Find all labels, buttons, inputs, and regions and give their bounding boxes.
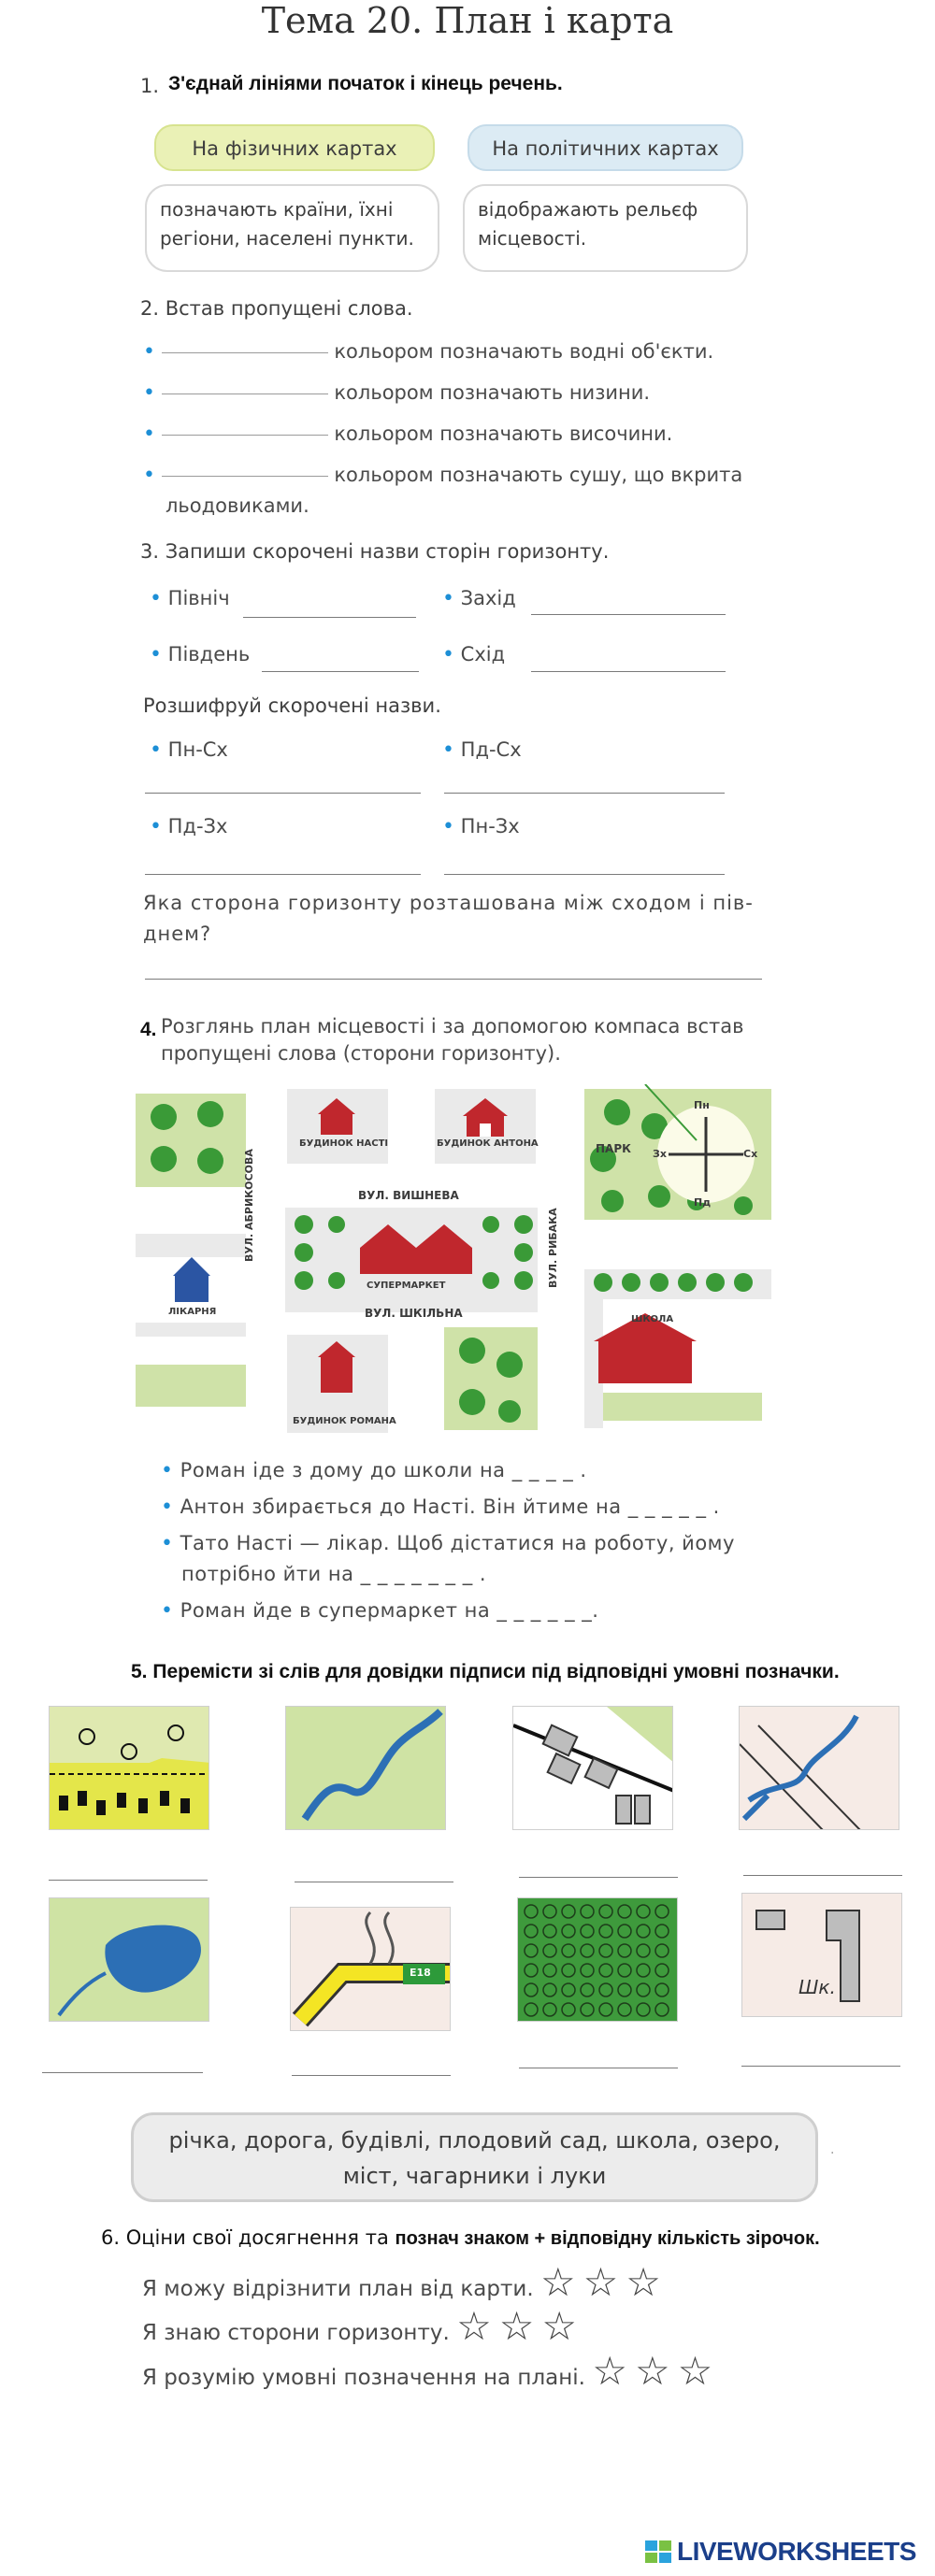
label-house-roman: БУДИНОК РОМАНА: [293, 1416, 396, 1426]
label-house-nastia: БУДИНОК НАСТІ: [299, 1138, 389, 1149]
orchard-tree-mark: [562, 1944, 575, 1957]
task4-item[interactable]: • Роман йде в супермаркет на _ _ _ _ _ _.: [161, 1599, 599, 1623]
task2-item: • кольором позначають височини.: [143, 422, 673, 446]
task2-item-cont: льодовиками.: [165, 494, 309, 517]
answer-line-south[interactable]: [262, 671, 419, 672]
orchard-icon: [518, 1898, 678, 2022]
label-park: ПАРК: [596, 1142, 631, 1155]
orchard-tree-mark: [581, 2003, 594, 2016]
orchard-tree-mark: [581, 1983, 594, 1996]
task4-number: 4.: [140, 1019, 157, 1040]
word-bank-line1: річка, дорога, будівлі, плодовий сад, школа, озеро,: [168, 2127, 781, 2154]
orchard-tree-mark: [618, 1905, 631, 1918]
answer-line-sw[interactable]: [145, 874, 421, 875]
label-supermarket: СУПЕРМАРКЕТ: [367, 1281, 446, 1291]
rating-stars-2[interactable]: ☆☆☆: [456, 2303, 585, 2349]
task3-title: 3. Запиши скорочені назви сторін горизонту.: [140, 540, 610, 563]
orchard-tree-mark: [562, 2003, 575, 2016]
label-street-rybaka: ВУЛ. РИБАКА: [547, 1208, 559, 1288]
abbr-nw: • Пн-Зх: [442, 815, 520, 838]
orchard-tree-mark: [637, 2003, 650, 2016]
label-house-anton: БУДИНОК АНТОНА: [437, 1138, 539, 1149]
task2-item: • кольором позначають водні об'єкти.: [143, 340, 714, 364]
school-building-icon: [742, 1894, 902, 2017]
school-abbr-label: Шк.: [798, 1976, 836, 1998]
compass-south: Пд: [694, 1196, 712, 1209]
dir-east: • Схід: [442, 643, 506, 666]
orchard-tree-mark: [581, 1944, 594, 1957]
orchard-tree-mark: [543, 1925, 556, 1938]
orchard-tree-mark: [581, 1905, 594, 1918]
answer-line-question[interactable]: [145, 979, 762, 980]
task2-list: [143, 336, 798, 522]
orchard-tree-mark: [543, 1944, 556, 1957]
task6-heading: [101, 2226, 820, 2250]
river-icon: [286, 1707, 446, 1830]
task3-question: Яка сторона горизонту розташована між сходом і пів- днем?: [143, 892, 754, 945]
abbr-se: • Пд-Сх: [442, 738, 522, 762]
compass-east: Сх: [743, 1148, 758, 1160]
orchard-tree-mark: [618, 2003, 631, 2016]
word-bank-dot: .: [830, 2142, 835, 2157]
label-street-abrykosova: ВУЛ. АБРИКОСОВА: [243, 1149, 255, 1262]
symbol-card-meadow[interactable]: [49, 1706, 209, 1830]
answer-line-ne[interactable]: [145, 793, 421, 794]
task4-item[interactable]: • Антон збирається до Насті. Він йтиме на _ _ _ _ _ .: [161, 1496, 720, 1519]
orchard-tree-mark: [562, 1964, 575, 1977]
orchard-tree-mark: [637, 1925, 650, 1938]
orchard-tree-mark: [525, 2003, 538, 2016]
orchard-tree-mark: [525, 1905, 538, 1918]
logo-text: LIVEWORKSHEETS: [677, 2537, 916, 2566]
orchard-tree-mark: [562, 1925, 575, 1938]
orchard-tree-mark: [599, 2003, 612, 2016]
rating-stars-3[interactable]: ☆☆☆: [592, 2348, 721, 2394]
label-street-vyshneva: ВУЛ. ВИШНЕВА: [358, 1189, 459, 1202]
task1-text: З'єднай лініями початок і кінець речень.: [168, 73, 563, 94]
answer-line-5-4[interactable]: [743, 1875, 902, 1876]
orchard-tree-mark: [581, 1964, 594, 1977]
label-school: ШКОЛА: [631, 1314, 674, 1324]
orchard-tree-mark: [655, 1925, 669, 1938]
task4-text: Розглянь план місцевості і за допомогою компаса встав пропущені слова (сторони горизонту).: [161, 1015, 744, 1065]
task6-text-a: Оціни свої досягнення та: [125, 2226, 389, 2249]
orchard-tree-mark: [525, 1944, 538, 1957]
answer-line-north[interactable]: [243, 617, 416, 618]
right-sentence-box[interactable]: відображають рельєф місцевості.: [463, 184, 748, 272]
answer-line-5-8[interactable]: [741, 2066, 900, 2067]
orchard-tree-mark: [599, 1925, 612, 1938]
abbr-ne: • Пн-Сх: [150, 738, 228, 762]
dir-north: • Північ: [150, 587, 230, 610]
orchard-tree-mark: [655, 2003, 669, 2016]
buildings-icon: [513, 1707, 673, 1830]
self-eval-row-1: [142, 2259, 669, 2305]
dir-south: • Південь: [150, 643, 251, 666]
symbol-card-orchard[interactable]: [517, 1897, 678, 2022]
orchard-tree-mark: [599, 1983, 612, 1996]
logo-mark-icon: [645, 2540, 675, 2565]
orchard-tree-mark: [543, 1905, 556, 1918]
liveworksheets-logo: [645, 2535, 930, 2569]
meadow-shrubs-icon: [50, 1707, 209, 1830]
symbol-card-river[interactable]: [285, 1706, 446, 1830]
answer-line-5-1[interactable]: [49, 1880, 208, 1881]
orchard-tree-mark: [562, 1905, 575, 1918]
compass-north: Пн: [694, 1099, 710, 1111]
orchard-tree-mark: [637, 1983, 650, 1996]
orchard-tree-mark: [581, 1925, 594, 1938]
orchard-tree-mark: [637, 1964, 650, 1977]
self-eval-row-2: [142, 2303, 585, 2349]
answer-line-nw[interactable]: [444, 874, 725, 875]
self-eval-text-1: Я можу відрізнити план від карти.: [142, 2277, 534, 2301]
task2-item: • кольором позначають сушу, що вкрита: [143, 464, 743, 487]
word-bank: [131, 2112, 818, 2202]
answer-line-5-3[interactable]: [519, 1877, 678, 1878]
symbol-card-buildings[interactable]: [512, 1706, 673, 1830]
task2-item: • кольором позначають низини.: [143, 381, 651, 405]
physical-maps-pill[interactable]: На фізичних картах: [154, 124, 435, 171]
town-plan-map: [136, 1084, 771, 1439]
orchard-tree-mark: [637, 1944, 650, 1957]
rating-stars-1[interactable]: ☆☆☆: [539, 2259, 669, 2305]
orchard-tree-mark: [525, 1964, 538, 1977]
orchard-tree-mark: [543, 2003, 556, 2016]
label-hospital: ЛІКАРНЯ: [168, 1307, 217, 1317]
decode-title: Розшифруй скорочені назви.: [143, 694, 441, 717]
task4-item-cont[interactable]: потрібно йти на _ _ _ _ _ _ _ .: [181, 1563, 487, 1585]
task2-title: 2. Встав пропущені слова.: [140, 297, 413, 320]
label-street-shkilna: ВУЛ. ШКІЛЬНА: [365, 1307, 463, 1320]
orchard-tree-mark: [618, 1964, 631, 1977]
symbol-card-school[interactable]: [741, 1893, 902, 2017]
task5-title: 5. Перемісти зі слів для довідки підписи під відповідні умовні позначки.: [131, 1661, 840, 1682]
orchard-tree-mark: [599, 1964, 612, 1977]
bridge-icon: [740, 1707, 899, 1830]
self-eval-text-2: Я знаю сторони горизонту.: [142, 2321, 450, 2345]
orchard-tree-mark: [562, 1983, 575, 1996]
orchard-tree-mark: [655, 1983, 669, 1996]
answer-line-5-6[interactable]: [292, 2075, 451, 2076]
word-bank-line2: міст, чагарники і луки: [342, 2163, 607, 2189]
task6-number: 6.: [101, 2226, 121, 2249]
self-eval-row-3: [142, 2348, 721, 2394]
orchard-tree-mark: [543, 1983, 556, 1996]
orchard-tree-mark: [525, 1983, 538, 1996]
symbol-card-bridge[interactable]: [739, 1706, 899, 1830]
answer-line-east[interactable]: [531, 671, 726, 672]
task1-number: 1.: [140, 75, 160, 97]
orchard-tree-mark: [525, 1925, 538, 1938]
answer-line-se[interactable]: [444, 793, 725, 794]
orchard-tree-mark: [618, 1944, 631, 1957]
map-graphic: [136, 1084, 771, 1439]
task4-item[interactable]: • Роман іде з дому до школи на _ _ _ _ .: [161, 1459, 587, 1482]
task4-item[interactable]: • Тато Насті — лікар. Щоб дістатися на роботу, йому: [161, 1532, 735, 1555]
answer-line-west[interactable]: [531, 614, 726, 615]
symbol-card-lake[interactable]: [49, 1897, 209, 2022]
dir-west: • Захід: [442, 587, 516, 610]
orchard-tree-mark: [655, 1944, 669, 1957]
political-maps-pill[interactable]: На політичних картах: [468, 124, 743, 171]
left-sentence-box[interactable]: позначають країни, їхні регіони, населені пункти.: [145, 184, 439, 272]
road-number-label: Е18: [410, 1967, 431, 1979]
orchard-tree-mark: [599, 1905, 612, 1918]
self-eval-text-3: Я розумію умовні позначення на плані.: [142, 2366, 585, 2390]
lake-icon: [50, 1898, 209, 2022]
orchard-tree-mark: [618, 1983, 631, 1996]
orchard-tree-mark: [637, 1905, 650, 1918]
orchard-tree-mark: [655, 1964, 669, 1977]
orchard-tree-mark: [655, 1905, 669, 1918]
abbr-sw: • Пд-Зх: [150, 815, 228, 838]
orchard-tree-mark: [543, 1964, 556, 1977]
orchard-tree-mark: [599, 1944, 612, 1957]
task4-list: [161, 1455, 797, 1626]
task6-text-b: познач знаком + відповідну кількість зірочок.: [395, 2228, 820, 2249]
page-title: Тема 20. План і карта: [261, 0, 674, 41]
answer-line-5-5[interactable]: [42, 2072, 203, 2073]
orchard-tree-mark: [618, 1925, 631, 1938]
compass-west: Зх: [653, 1148, 667, 1160]
symbol-card-road[interactable]: [290, 1907, 451, 2031]
